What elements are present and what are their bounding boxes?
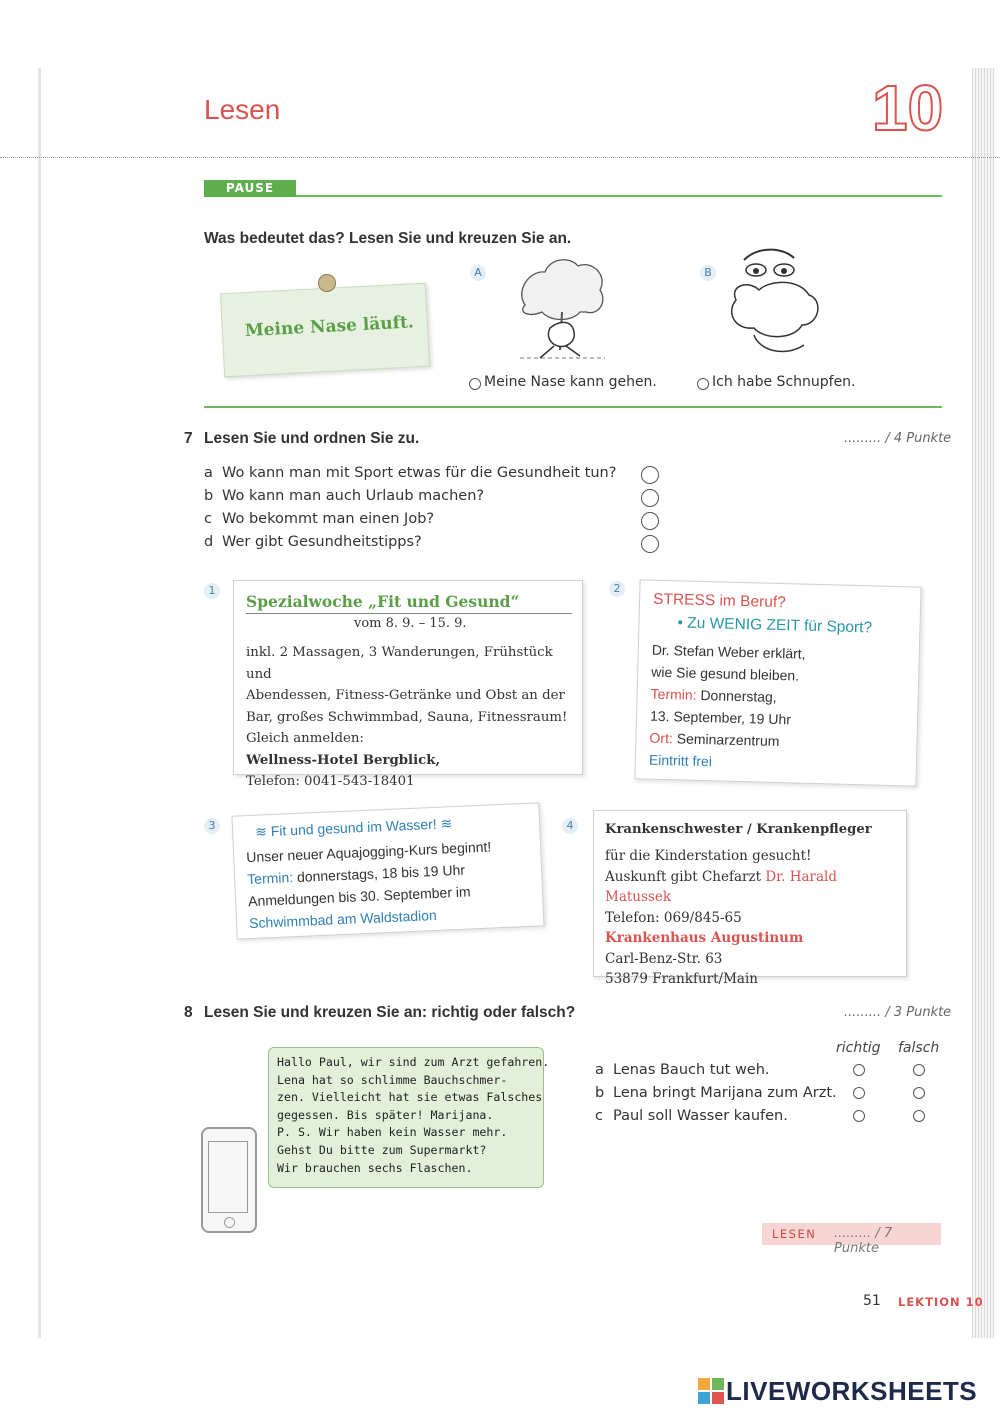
statement-b: b Lena bringt Marijana zum Arzt. xyxy=(595,1085,837,1101)
option-b-radio[interactable] xyxy=(697,378,709,390)
liveworksheets-wordmark: LIVEWORKSHEETS xyxy=(726,1376,978,1406)
ad3-box xyxy=(231,802,544,939)
pause-rule-bottom xyxy=(204,406,942,408)
option-a-tag: A xyxy=(470,265,486,281)
lesson-label: LEKTION 10 xyxy=(898,1295,984,1309)
ad3-body: Unser neuer Aquajogging-Kurs beginnt! Termin: donnerstags, 18 bis 19 Uhr Anmeldungen bis 30. September im Schwimmbad am Waldstadion xyxy=(245,838,492,932)
option-b-text: Ich habe Schnupfen. xyxy=(712,374,856,390)
answer-circle-b[interactable] xyxy=(641,489,659,507)
section-title: Lesen xyxy=(204,94,281,125)
ad1-date: vom 8. 9. – 15. 9. xyxy=(354,616,467,631)
note-text: Meine Nase läuft. xyxy=(244,312,415,342)
wave-icon: ≋ xyxy=(440,815,453,832)
ad3-title: ≋ Fit und gesund im Wasser! ≋ xyxy=(254,815,453,840)
answer-circle-a[interactable] xyxy=(641,466,659,484)
task8-title: Lesen Sie und kreuzen Sie an: richtig oder falsch? xyxy=(204,1004,576,1021)
task7-item-d: d Wer gibt Gesundheitstipps? xyxy=(204,534,422,550)
col-falsch: falsch xyxy=(898,1040,940,1056)
ad3-number: 3 xyxy=(204,818,220,834)
sticky-note xyxy=(220,283,430,378)
answer-circle-c[interactable] xyxy=(641,512,659,530)
ad1-number: 1 xyxy=(204,583,220,599)
ad2-subtitle: • Zu WENIG ZEIT für Sport? xyxy=(677,614,873,637)
pause-rule-top xyxy=(296,195,942,197)
wave-icon: ≋ xyxy=(254,823,268,840)
option-a-text: Meine Nase kann gehen. xyxy=(484,374,657,390)
dotted-rule xyxy=(0,157,1000,158)
task8-points: ......... / 3 Punkte xyxy=(844,1005,952,1020)
pause-question: Was bedeutet das? Lesen Sie und kreuzen Sie an. xyxy=(204,230,572,247)
task7-number: 7 xyxy=(184,430,193,447)
task8-number: 8 xyxy=(184,1004,193,1021)
chapter-number: 10 xyxy=(872,72,944,144)
page-edge-left xyxy=(38,68,41,1338)
ad1-box xyxy=(233,580,583,789)
ad2-title: STRESS im Beruf? xyxy=(652,590,786,612)
ad4-title: Krankenschwester / Krankenpfleger xyxy=(605,822,872,837)
page-number: 51 xyxy=(863,1293,881,1309)
ad4-body: für die Kinderstation gesucht! Auskunft gibt Chefarzt Dr. Harald Matussek Telefon: 069/845-65 Krankenhaus Augustinum Carl-Benz-Str. 63 53879 Frankfurt/Main xyxy=(605,848,837,987)
phone-button xyxy=(224,1217,235,1228)
task7-item-b: b Wo kann man auch Urlaub machen? xyxy=(204,488,485,504)
task7-points: ......... / 4 Punkte xyxy=(844,431,952,446)
ad2-body: Dr. Stefan Weber erklärt, wie Sie gesund bleiben. Termin: Donnerstag, 13. September, 19 Uhr Ort: Seminarzentrum Eintritt frei xyxy=(648,641,806,770)
phone-screen xyxy=(208,1141,248,1213)
statement-c: c Paul soll Wasser kaufen. xyxy=(595,1108,788,1124)
page-edge-right xyxy=(972,68,994,1338)
ad2-number: 2 xyxy=(609,581,625,597)
running-nose-illustration xyxy=(510,250,610,365)
answer-circle-d[interactable] xyxy=(641,535,659,553)
task7-title: Lesen Sie und ordnen Sie zu. xyxy=(204,430,420,447)
pin-icon xyxy=(318,274,336,292)
option-a-radio[interactable] xyxy=(469,378,481,390)
richtig-radio-b[interactable] xyxy=(853,1087,865,1099)
ad4-number: 4 xyxy=(562,818,578,834)
ad1-body: inkl. 2 Massagen, 3 Wanderungen, Frühstück und Abendessen, Fitness-Getränke und Obst an der Bar, großes Schwimmbad, Sauna, Fitnessraum! Gleich anmelden: Wellness-Hotel Bergblick, Telefon: 0041-543-18401 xyxy=(246,645,568,789)
score-label: LESEN xyxy=(772,1227,817,1241)
score-box xyxy=(762,1223,941,1256)
falsch-radio-c[interactable] xyxy=(913,1110,925,1122)
richtig-radio-a[interactable] xyxy=(853,1064,865,1076)
option-b-tag: B xyxy=(700,265,716,281)
pause-badge: PAUSE xyxy=(204,180,296,197)
ad4-box xyxy=(593,810,907,987)
liveworksheets-logo-icon xyxy=(698,1378,724,1404)
sms-message xyxy=(268,1047,550,1188)
statement-a: a Lenas Bauch tut weh. xyxy=(595,1062,770,1078)
task7-item-c: c Wo bekommt man einen Job? xyxy=(204,511,435,527)
falsch-radio-a[interactable] xyxy=(913,1064,925,1076)
sms-text: Hallo Paul, wir sind zum Arzt gefahren. Lena hat so schlimme Bauchschmer- zen. Vielleicht hat sie etwas Falsches gegessen. Bis später! Marijana. P. S. Wir haben kein Wasser mehr. Gehst Du bitte zum Supermarkt? Wir brauchen sechs Flaschen. xyxy=(277,1055,550,1175)
sneezing-illustration xyxy=(724,240,834,365)
falsch-radio-b[interactable] xyxy=(913,1087,925,1099)
phone-icon xyxy=(201,1127,257,1233)
col-richtig: richtig xyxy=(836,1040,881,1056)
ad1-title: Spezialwoche „Fit und Gesund“ xyxy=(246,592,520,611)
richtig-radio-c[interactable] xyxy=(853,1110,865,1122)
task7-item-a: a Wo kann man mit Sport etwas für die Gesundheit tun? xyxy=(204,465,617,481)
ad1-rule xyxy=(246,613,572,614)
score-points: ......... / 7 Punkte xyxy=(834,1226,893,1256)
ad2-box xyxy=(634,579,921,786)
